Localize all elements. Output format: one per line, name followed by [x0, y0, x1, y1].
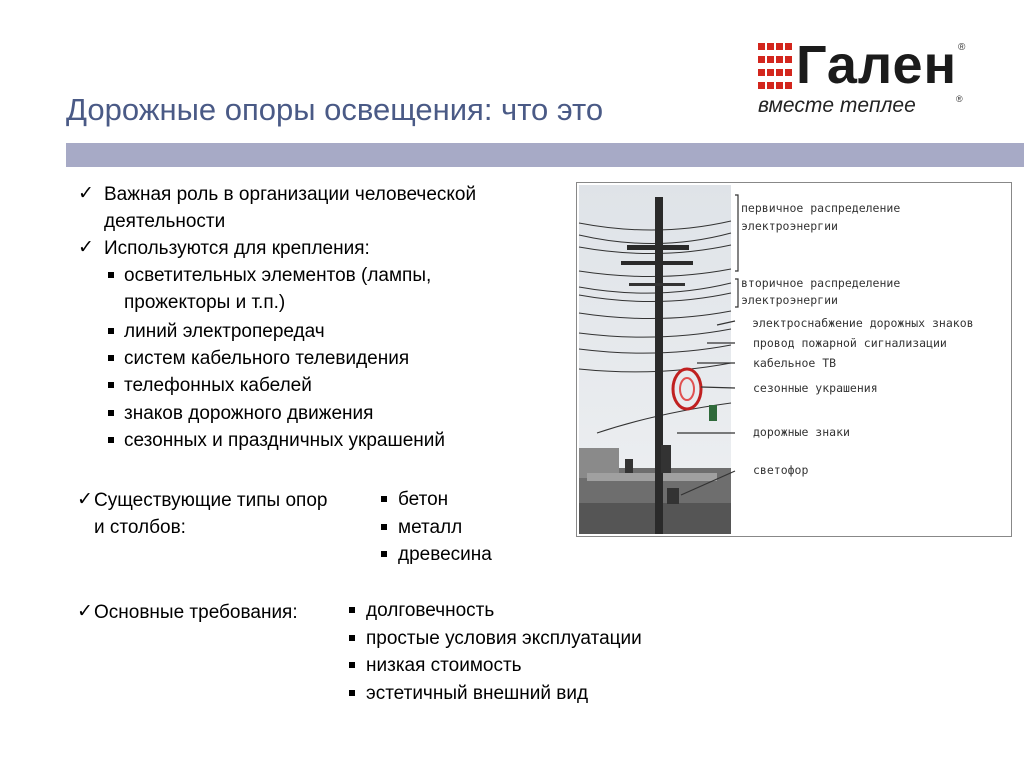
label-traffic-light: светофор — [753, 463, 809, 477]
galen-logo — [750, 35, 980, 128]
square-bullet-icon — [108, 382, 114, 388]
type-item-wood: древесина — [398, 544, 492, 565]
type-item-metal: металл — [398, 517, 463, 538]
square-bullet-icon — [108, 328, 114, 334]
sub-item-decorations: сезонных и праздничных украшений — [124, 430, 446, 451]
requirement-easy-operation: простые условия эксплуатации — [366, 628, 642, 649]
requirement-low-cost: низкая стоимость — [366, 655, 522, 676]
square-bullet-icon — [108, 410, 114, 416]
types-label-cont: и столбов: — [94, 517, 186, 538]
square-bullet-icon — [108, 437, 114, 443]
square-bullet-icon — [108, 355, 114, 361]
square-bullet-icon — [381, 524, 387, 530]
check-icon: ✓ — [77, 489, 93, 510]
square-bullet-icon — [381, 496, 387, 502]
sub-item-lighting: осветительных элементов (лампы, — [124, 265, 432, 286]
square-bullet-icon — [381, 551, 387, 557]
logo-registered-mark: ® — [958, 42, 966, 53]
requirements-label: Основные требования: — [94, 602, 298, 623]
title-accent-bar — [66, 143, 1024, 167]
label-road-sign-power: электроснабжение дорожных знаков — [752, 316, 974, 330]
sub-item-lighting-cont: прожекторы и т.п.) — [124, 292, 286, 313]
check-icon: ✓ — [77, 601, 93, 622]
sub-item-cable-tv: систем кабельного телевидения — [124, 348, 410, 369]
square-bullet-icon — [349, 635, 355, 641]
logo-slogan: вместе теплее — [758, 94, 916, 117]
types-label: Существующие типы опор — [94, 490, 328, 511]
page-title: Дорожные опоры освещения: что это — [66, 92, 604, 127]
square-bullet-icon — [349, 690, 355, 696]
check-icon: ✓ — [78, 237, 94, 258]
sub-item-road-signs: знаков дорожного движения — [124, 403, 374, 424]
sub-item-power-lines: линий электропередач — [124, 321, 325, 342]
logo-slogan-registered-mark: ® — [956, 94, 963, 104]
label-secondary-distribution-cont: электроэнергии — [741, 293, 838, 307]
requirement-durability: долговечность — [366, 600, 495, 621]
bullet-important-role-cont: деятельности — [104, 211, 226, 232]
logo-dot-grid-icon — [758, 43, 792, 89]
label-secondary-distribution: вторичное распределение — [741, 276, 901, 290]
bullet-important-role: Важная роль в организации человеческой — [104, 184, 477, 205]
square-bullet-icon — [108, 272, 114, 278]
square-bullet-icon — [349, 607, 355, 613]
label-road-signs: дорожные знаки — [753, 425, 850, 439]
check-icon: ✓ — [78, 183, 94, 204]
square-bullet-icon — [349, 662, 355, 668]
logo-wordmark: Гален — [796, 35, 958, 95]
requirement-aesthetic: эстетичный внешний вид — [366, 683, 589, 704]
bullet-used-for: Используются для крепления: — [104, 238, 370, 259]
label-primary-distribution: первичное распределение — [741, 201, 901, 215]
utility-pole-photo — [576, 182, 1012, 537]
sub-item-phone-cables: телефонных кабелей — [124, 375, 312, 396]
label-primary-distribution-cont: электроэнергии — [741, 219, 838, 233]
label-seasonal-decorations: сезонные украшения — [753, 381, 878, 395]
label-fire-alarm-wire: провод пожарной сигнализации — [753, 336, 947, 350]
label-cable-tv: кабельное ТВ — [753, 356, 837, 370]
type-item-concrete: бетон — [398, 489, 449, 510]
